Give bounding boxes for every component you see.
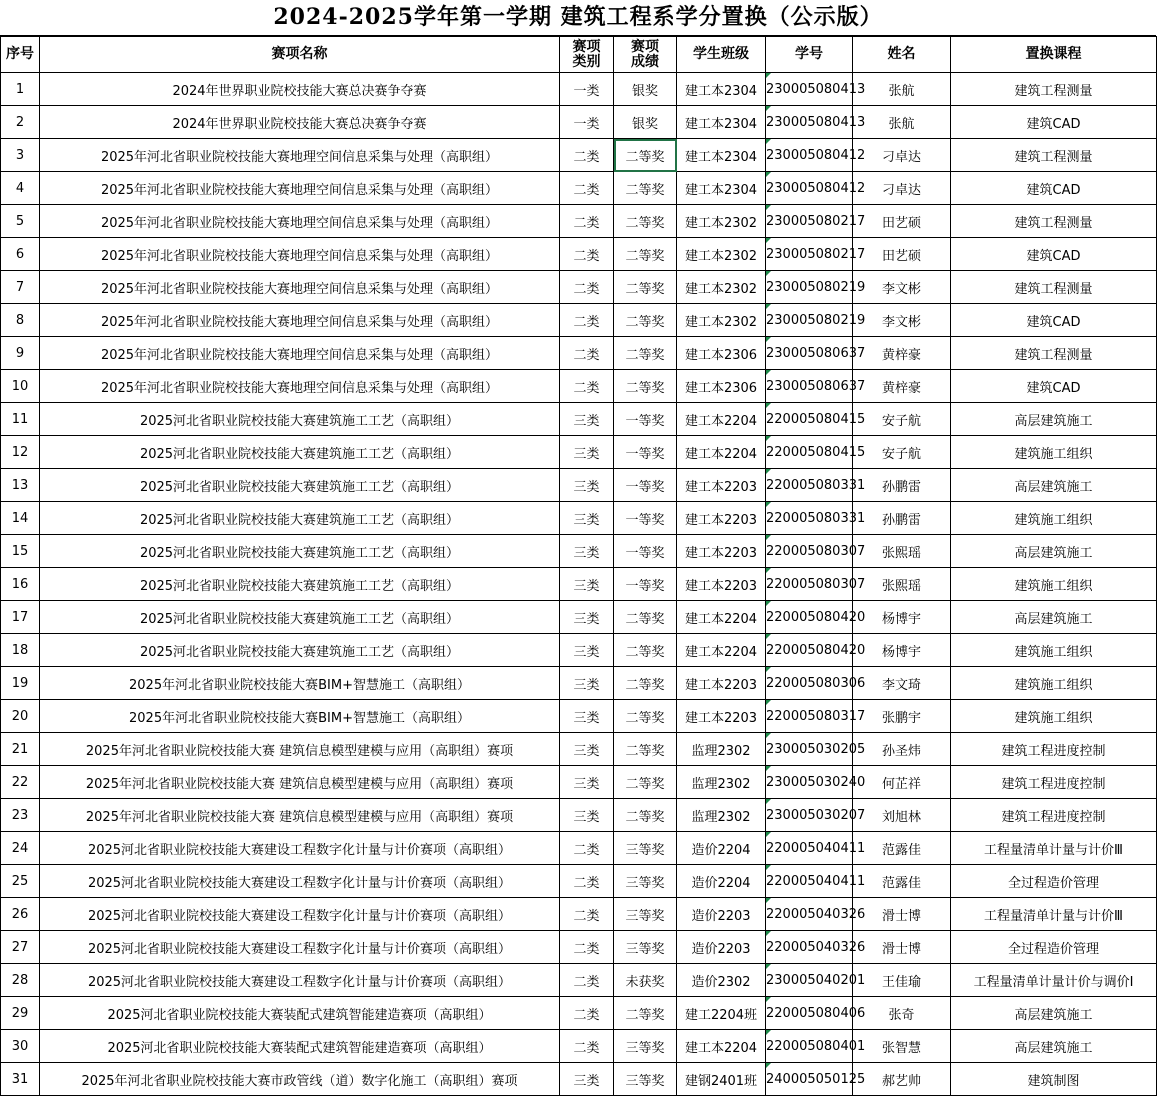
table-row (1, 304, 1157, 337)
header-student-id[interactable]: 学号 (766, 37, 853, 73)
cell-event[interactable]: 2025河北省职业院校技能大赛建筑施工工艺（高职组） (40, 436, 560, 469)
table-row (1, 766, 1157, 799)
cell-result[interactable]: 二等奖 (614, 700, 677, 733)
cell-event[interactable]: 2025年河北省职业院校技能大赛 建筑信息模型建模与应用（高职组）赛项 (40, 733, 560, 766)
cell-class[interactable]: 建工本2203 (677, 568, 766, 601)
cell-class[interactable]: 建工本2302 (677, 304, 766, 337)
cell-no[interactable]: 26 (1, 898, 40, 931)
cell-result[interactable]: 二等奖 (614, 997, 677, 1030)
cell-course[interactable]: 建筑工程测量 (951, 73, 1157, 106)
cell-course[interactable]: 建筑施工组织 (951, 568, 1157, 601)
cell-class[interactable]: 建钢2401班 (677, 1063, 766, 1096)
cell-student-id[interactable]: 220005080415 (766, 403, 853, 436)
cell-name[interactable]: 张鹏宇 (853, 700, 951, 733)
cell-no[interactable]: 21 (1, 733, 40, 766)
cell-no[interactable]: 30 (1, 1030, 40, 1063)
cell-event[interactable]: 2025河北省职业院校技能大赛建筑施工工艺（高职组） (40, 601, 560, 634)
table-row (1, 535, 1157, 568)
table-row (1, 667, 1157, 700)
cell-name[interactable]: 田艺硕 (853, 238, 951, 271)
cell-category[interactable]: 三类 (560, 634, 614, 667)
table-row (1, 469, 1157, 502)
cell-category[interactable]: 二类 (560, 370, 614, 403)
cell-no[interactable]: 7 (1, 271, 40, 304)
table-row (1, 964, 1157, 997)
cell-student-id[interactable]: 220005080317 (766, 700, 853, 733)
cell-name[interactable]: 刁卓达 (853, 139, 951, 172)
cell-name[interactable]: 何芷祥 (853, 766, 951, 799)
cell-no[interactable]: 1 (1, 73, 40, 106)
table-row (1, 634, 1157, 667)
cell-student-id[interactable]: 230005080412 (766, 139, 853, 172)
cell-name[interactable]: 刘旭林 (853, 799, 951, 832)
cell-name[interactable]: 张智慧 (853, 1030, 951, 1063)
cell-course[interactable]: 建筑工程进度控制 (951, 733, 1157, 766)
cell-result[interactable]: 一等奖 (614, 568, 677, 601)
cell-course[interactable]: 工程量清单计量与计价Ⅲ (951, 898, 1157, 931)
cell-category[interactable]: 二类 (560, 139, 614, 172)
cell-course[interactable]: 建筑CAD (951, 370, 1157, 403)
cell-course[interactable]: 建筑CAD (951, 304, 1157, 337)
cell-course[interactable]: 高层建筑施工 (951, 469, 1157, 502)
header-result-line2: 成绩 (631, 53, 659, 70)
cell-result[interactable]: 二等奖 (614, 370, 677, 403)
cell-class[interactable]: 建工本2203 (677, 502, 766, 535)
cell-class[interactable]: 造价2203 (677, 931, 766, 964)
cell-student-id[interactable]: 230005080217 (766, 205, 853, 238)
cell-class[interactable]: 建工本2203 (677, 469, 766, 502)
cell-name[interactable]: 张熙瑶 (853, 535, 951, 568)
cell-category[interactable]: 三类 (560, 535, 614, 568)
cell-event[interactable]: 2025河北省职业院校技能大赛建筑施工工艺（高职组） (40, 403, 560, 436)
cell-category[interactable]: 二类 (560, 964, 614, 997)
cell-student-id[interactable]: 230005080637 (766, 337, 853, 370)
cell-name[interactable]: 孙圣炜 (853, 733, 951, 766)
cell-class[interactable]: 建工本2204 (677, 436, 766, 469)
cell-no[interactable]: 23 (1, 799, 40, 832)
cell-event[interactable]: 2025年河北省职业院校技能大赛 建筑信息模型建模与应用（高职组）赛项 (40, 766, 560, 799)
cell-result[interactable]: 三等奖 (614, 1063, 677, 1096)
cell-name[interactable]: 田艺硕 (853, 205, 951, 238)
cell-course[interactable]: 建筑工程测量 (951, 337, 1157, 370)
cell-student-id[interactable]: 220005080307 (766, 568, 853, 601)
cell-student-id[interactable]: 220005040411 (766, 865, 853, 898)
cell-class[interactable]: 建工本2203 (677, 535, 766, 568)
cell-no[interactable]: 14 (1, 502, 40, 535)
cell-student-id[interactable]: 220005040411 (766, 832, 853, 865)
cell-event[interactable]: 2025年河北省职业院校技能大赛地理空间信息采集与处理（高职组） (40, 271, 560, 304)
cell-event[interactable]: 2024年世界职业院校技能大赛总决赛争夺赛 (40, 73, 560, 106)
table-row (1, 865, 1157, 898)
cell-no[interactable]: 29 (1, 997, 40, 1030)
table-row (1, 238, 1157, 271)
header-category-line1: 赛项 (572, 38, 601, 55)
cell-event[interactable]: 2024年世界职业院校技能大赛总决赛争夺赛 (40, 106, 560, 139)
header-event[interactable]: 赛项名称 (40, 37, 560, 73)
cell-category[interactable]: 二类 (560, 1030, 614, 1063)
cell-student-id[interactable]: 220005080306 (766, 667, 853, 700)
cell-class[interactable]: 建工本2204 (677, 634, 766, 667)
table-row (1, 832, 1157, 865)
table-row (1, 436, 1157, 469)
cell-name[interactable]: 滑士博 (853, 931, 951, 964)
cell-class[interactable]: 造价2204 (677, 865, 766, 898)
cell-name[interactable]: 刁卓达 (853, 172, 951, 205)
cell-category[interactable]: 二类 (560, 304, 614, 337)
cell-class[interactable]: 建工本2204 (677, 1030, 766, 1063)
cell-class[interactable]: 建工本2304 (677, 73, 766, 106)
cell-event[interactable]: 2025年河北省职业院校技能大赛地理空间信息采集与处理（高职组） (40, 139, 560, 172)
cell-category[interactable]: 二类 (560, 997, 614, 1030)
cell-course[interactable]: 建筑工程进度控制 (951, 766, 1157, 799)
header-result-line1: 赛项 (631, 38, 659, 55)
cell-name[interactable]: 张熙瑶 (853, 568, 951, 601)
cell-course[interactable]: 建筑施工组织 (951, 700, 1157, 733)
cell-no[interactable]: 6 (1, 238, 40, 271)
cell-no[interactable]: 4 (1, 172, 40, 205)
cell-event[interactable]: 2025河北省职业院校技能大赛装配式建筑智能建造赛项（高职组） (40, 1030, 560, 1063)
cell-student-id[interactable]: 220005080415 (766, 436, 853, 469)
cell-result[interactable]: 一等奖 (614, 502, 677, 535)
table-row (1, 1063, 1157, 1096)
cell-course[interactable]: 工程量清单计量计价与调价I (951, 964, 1157, 997)
header-no[interactable]: 序号 (1, 37, 40, 73)
cell-name[interactable]: 孙鹏雷 (853, 469, 951, 502)
cell-no[interactable]: 12 (1, 436, 40, 469)
cell-result[interactable]: 未获奖 (614, 964, 677, 997)
cell-category[interactable]: 二类 (560, 865, 614, 898)
cell-course[interactable]: 高层建筑施工 (951, 601, 1157, 634)
cell-student-id[interactable]: 220005080331 (766, 502, 853, 535)
cell-category[interactable]: 二类 (560, 172, 614, 205)
cell-course[interactable]: 建筑工程测量 (951, 139, 1157, 172)
cell-event[interactable]: 2025河北省职业院校技能大赛建设工程数字化计量与计价赛项（高职组） (40, 898, 560, 931)
sheet-title: 2024-2025学年第一学期 建筑工程系学分置换（公示版） (0, 0, 1156, 36)
cell-category[interactable]: 三类 (560, 799, 614, 832)
cell-category[interactable]: 二类 (560, 832, 614, 865)
cell-course[interactable]: 高层建筑施工 (951, 535, 1157, 568)
cell-class[interactable]: 建工本2302 (677, 205, 766, 238)
table-row (1, 931, 1157, 964)
table-row (1, 106, 1157, 139)
cell-category[interactable]: 一类 (560, 106, 614, 139)
cell-class[interactable]: 监理2302 (677, 733, 766, 766)
table-row (1, 73, 1157, 106)
table-row (1, 172, 1157, 205)
cell-student-id[interactable]: 230005040201 (766, 964, 853, 997)
cell-name[interactable]: 范露佳 (853, 865, 951, 898)
cell-result[interactable]: 二等奖 (614, 271, 677, 304)
cell-no[interactable]: 15 (1, 535, 40, 568)
cell-class[interactable]: 建工本2204 (677, 403, 766, 436)
cell-result[interactable]: 银奖 (614, 106, 677, 139)
cell-result[interactable]: 二等奖 (614, 601, 677, 634)
cell-name[interactable]: 李文琦 (853, 667, 951, 700)
table-row (1, 370, 1157, 403)
cell-course[interactable]: 建筑施工组织 (951, 634, 1157, 667)
cell-student-id[interactable]: 240005050125 (766, 1063, 853, 1096)
cell-name[interactable]: 李文彬 (853, 271, 951, 304)
cell-course[interactable]: 建筑CAD (951, 106, 1157, 139)
cell-result[interactable]: 一等奖 (614, 436, 677, 469)
table-row (1, 601, 1157, 634)
header-course[interactable]: 置换课程 (951, 37, 1157, 73)
cell-result[interactable]: 二等奖 (614, 205, 677, 238)
cell-course[interactable]: 建筑工程测量 (951, 271, 1157, 304)
table-row (1, 337, 1157, 370)
cell-result[interactable]: 三等奖 (614, 931, 677, 964)
cell-category[interactable]: 二类 (560, 931, 614, 964)
cell-name[interactable]: 张航 (853, 73, 951, 106)
cell-name[interactable]: 黄梓豪 (853, 370, 951, 403)
cell-result[interactable]: 三等奖 (614, 1030, 677, 1063)
table-row (1, 733, 1157, 766)
cell-course[interactable]: 高层建筑施工 (951, 403, 1157, 436)
cell-student-id[interactable]: 230005080413 (766, 106, 853, 139)
cell-category[interactable]: 三类 (560, 733, 614, 766)
header-name[interactable]: 姓名 (853, 37, 951, 73)
cell-no[interactable]: 3 (1, 139, 40, 172)
cell-no[interactable]: 22 (1, 766, 40, 799)
cell-event[interactable]: 2025年河北省职业院校技能大赛地理空间信息采集与处理（高职组） (40, 370, 560, 403)
cell-no[interactable]: 17 (1, 601, 40, 634)
cell-class[interactable]: 建工2204班 (677, 997, 766, 1030)
cell-category[interactable]: 三类 (560, 766, 614, 799)
cell-student-id[interactable]: 230005080219 (766, 271, 853, 304)
table-row (1, 799, 1157, 832)
header-class[interactable]: 学生班级 (677, 37, 766, 73)
cell-category[interactable]: 三类 (560, 403, 614, 436)
cell-category[interactable]: 一类 (560, 73, 614, 106)
table-row (1, 271, 1157, 304)
cell-result[interactable]: 三等奖 (614, 898, 677, 931)
cell-student-id[interactable]: 220005080331 (766, 469, 853, 502)
cell-event[interactable]: 2025年河北省职业院校技能大赛地理空间信息采集与处理（高职组） (40, 337, 560, 370)
cell-course[interactable]: 高层建筑施工 (951, 997, 1157, 1030)
cell-result[interactable]: 二等奖 (614, 172, 677, 205)
cell-event[interactable]: 2025河北省职业院校技能大赛建设工程数字化计量与计价赛项（高职组） (40, 832, 560, 865)
cell-category[interactable]: 二类 (560, 205, 614, 238)
cell-result[interactable]: 二等奖 (614, 304, 677, 337)
cell-name[interactable]: 张奇 (853, 997, 951, 1030)
cell-result[interactable]: 二等奖 (614, 766, 677, 799)
cell-result[interactable]: 三等奖 (614, 832, 677, 865)
cell-class[interactable]: 建工本2204 (677, 601, 766, 634)
cell-name[interactable]: 孙鹏雷 (853, 502, 951, 535)
cell-no[interactable]: 28 (1, 964, 40, 997)
cell-result[interactable]: 二等奖 (614, 799, 677, 832)
cell-student-id[interactable]: 230005030205 (766, 733, 853, 766)
cell-event[interactable]: 2025河北省职业院校技能大赛建筑施工工艺（高职组） (40, 634, 560, 667)
cell-event[interactable]: 2025年河北省职业院校技能大赛地理空间信息采集与处理（高职组） (40, 304, 560, 337)
cell-event[interactable]: 2025年河北省职业院校技能大赛地理空间信息采集与处理（高职组） (40, 238, 560, 271)
cell-result[interactable]: 二等奖 (614, 139, 677, 172)
cell-no[interactable]: 13 (1, 469, 40, 502)
cell-category[interactable]: 二类 (560, 337, 614, 370)
cell-result[interactable]: 二等奖 (614, 238, 677, 271)
header-row (1, 37, 1157, 73)
cell-event[interactable]: 2025年河北省职业院校技能大赛市政管线（道）数字化施工（高职组）赛项 (40, 1063, 560, 1096)
cell-event[interactable]: 2025年河北省职业院校技能大赛BIM+智慧施工（高职组） (40, 700, 560, 733)
cell-event[interactable]: 2025河北省职业院校技能大赛装配式建筑智能建造赛项（高职组） (40, 997, 560, 1030)
table-row (1, 1030, 1157, 1063)
cell-course[interactable]: 全过程造价管理 (951, 865, 1157, 898)
table-row (1, 568, 1157, 601)
cell-event[interactable]: 2025河北省职业院校技能大赛建筑施工工艺（高职组） (40, 502, 560, 535)
cell-no[interactable]: 8 (1, 304, 40, 337)
cell-no[interactable]: 5 (1, 205, 40, 238)
cell-no[interactable]: 9 (1, 337, 40, 370)
cell-name[interactable]: 安子航 (853, 436, 951, 469)
cell-student-id[interactable]: 230005080412 (766, 172, 853, 205)
cell-event[interactable]: 2025河北省职业院校技能大赛建设工程数字化计量与计价赛项（高职组） (40, 931, 560, 964)
cell-course[interactable]: 建筑施工组织 (951, 667, 1157, 700)
cell-class[interactable]: 造价2302 (677, 964, 766, 997)
cell-event[interactable]: 2025年河北省职业院校技能大赛地理空间信息采集与处理（高职组） (40, 172, 560, 205)
cell-name[interactable]: 范露佳 (853, 832, 951, 865)
cell-category[interactable]: 二类 (560, 271, 614, 304)
cell-class[interactable]: 建工本2306 (677, 337, 766, 370)
table-row (1, 898, 1157, 931)
cell-class[interactable]: 监理2302 (677, 766, 766, 799)
cell-no[interactable]: 31 (1, 1063, 40, 1096)
header-category-line2: 类别 (572, 53, 601, 70)
cell-name[interactable]: 黄梓豪 (853, 337, 951, 370)
cell-category[interactable]: 三类 (560, 601, 614, 634)
cell-event[interactable]: 2025河北省职业院校技能大赛建设工程数字化计量与计价赛项（高职组） (40, 964, 560, 997)
cell-event[interactable]: 2025年河北省职业院校技能大赛 建筑信息模型建模与应用（高职组）赛项 (40, 799, 560, 832)
cell-course[interactable]: 建筑施工组织 (951, 436, 1157, 469)
cell-course[interactable]: 建筑工程测量 (951, 205, 1157, 238)
cell-course[interactable]: 建筑施工组织 (951, 502, 1157, 535)
cell-student-id[interactable]: 230005080637 (766, 370, 853, 403)
cell-event[interactable]: 2025河北省职业院校技能大赛建筑施工工艺（高职组） (40, 469, 560, 502)
cell-no[interactable]: 11 (1, 403, 40, 436)
cell-category[interactable]: 三类 (560, 469, 614, 502)
cell-result[interactable]: 二等奖 (614, 667, 677, 700)
cell-class[interactable]: 建工本2304 (677, 106, 766, 139)
cell-class[interactable]: 建工本2304 (677, 139, 766, 172)
cell-student-id[interactable]: 220005080406 (766, 997, 853, 1030)
cell-category[interactable]: 三类 (560, 700, 614, 733)
cell-event[interactable]: 2025年河北省职业院校技能大赛地理空间信息采集与处理（高职组） (40, 205, 560, 238)
cell-no[interactable]: 25 (1, 865, 40, 898)
table-row (1, 403, 1157, 436)
table-row (1, 139, 1157, 172)
cell-class[interactable]: 监理2302 (677, 799, 766, 832)
cell-name[interactable]: 李文彬 (853, 304, 951, 337)
cell-class[interactable]: 建工本2203 (677, 667, 766, 700)
cell-class[interactable]: 造价2203 (677, 898, 766, 931)
table-body (1, 73, 1157, 1096)
cell-category[interactable]: 二类 (560, 238, 614, 271)
cell-name[interactable]: 张航 (853, 106, 951, 139)
cell-result[interactable]: 一等奖 (614, 403, 677, 436)
cell-no[interactable]: 19 (1, 667, 40, 700)
cell-category[interactable]: 三类 (560, 667, 614, 700)
cell-student-id[interactable]: 220005080420 (766, 634, 853, 667)
cell-result[interactable]: 三等奖 (614, 865, 677, 898)
cell-result[interactable]: 二等奖 (614, 634, 677, 667)
cell-no[interactable]: 10 (1, 370, 40, 403)
cell-name[interactable]: 安子航 (853, 403, 951, 436)
cell-category[interactable]: 三类 (560, 1063, 614, 1096)
cell-result[interactable]: 二等奖 (614, 337, 677, 370)
cell-no[interactable]: 2 (1, 106, 40, 139)
table-row (1, 205, 1157, 238)
cell-event[interactable]: 2025河北省职业院校技能大赛建设工程数字化计量与计价赛项（高职组） (40, 865, 560, 898)
table-row (1, 700, 1157, 733)
cell-category[interactable]: 三类 (560, 436, 614, 469)
cell-no[interactable]: 24 (1, 832, 40, 865)
cell-class[interactable]: 建工本2302 (677, 238, 766, 271)
table-row (1, 502, 1157, 535)
cell-name[interactable]: 王佳瑜 (853, 964, 951, 997)
cell-student-id[interactable]: 230005080413 (766, 73, 853, 106)
cell-student-id[interactable]: 220005080401 (766, 1030, 853, 1063)
cell-result[interactable]: 银奖 (614, 73, 677, 106)
cell-category[interactable]: 三类 (560, 568, 614, 601)
cell-name[interactable]: 杨博宇 (853, 601, 951, 634)
cell-course[interactable]: 建筑制图 (951, 1063, 1157, 1096)
cell-no[interactable]: 27 (1, 931, 40, 964)
cell-student-id[interactable]: 220005040326 (766, 931, 853, 964)
cell-no[interactable]: 20 (1, 700, 40, 733)
cell-student-id[interactable]: 230005080217 (766, 238, 853, 271)
cell-name[interactable]: 滑士博 (853, 898, 951, 931)
cell-course[interactable]: 高层建筑施工 (951, 1030, 1157, 1063)
cell-event[interactable]: 2025年河北省职业院校技能大赛BIM+智慧施工（高职组） (40, 667, 560, 700)
cell-course[interactable]: 建筑CAD (951, 172, 1157, 205)
cell-class[interactable]: 建工本2302 (677, 271, 766, 304)
cell-category[interactable]: 二类 (560, 898, 614, 931)
cell-class[interactable]: 建工本2306 (677, 370, 766, 403)
cell-course[interactable]: 建筑CAD (951, 238, 1157, 271)
cell-result[interactable]: 一等奖 (614, 535, 677, 568)
cell-name[interactable]: 郝艺帅 (853, 1063, 951, 1096)
cell-student-id[interactable]: 220005080420 (766, 601, 853, 634)
table-row (1, 997, 1157, 1030)
cell-no[interactable]: 16 (1, 568, 40, 601)
cell-course[interactable]: 建筑工程进度控制 (951, 799, 1157, 832)
cell-class[interactable]: 建工本2304 (677, 172, 766, 205)
cell-category[interactable]: 三类 (560, 502, 614, 535)
cell-student-id[interactable]: 230005080219 (766, 304, 853, 337)
cell-student-id[interactable]: 220005080307 (766, 535, 853, 568)
header-result[interactable] (614, 37, 677, 73)
cell-no[interactable]: 18 (1, 634, 40, 667)
cell-student-id[interactable]: 230005030207 (766, 799, 853, 832)
cell-event[interactable]: 2025河北省职业院校技能大赛建筑施工工艺（高职组） (40, 535, 560, 568)
cell-student-id[interactable]: 230005030240 (766, 766, 853, 799)
cell-class[interactable]: 造价2204 (677, 832, 766, 865)
credit-replacement-table (0, 36, 1157, 1096)
cell-result[interactable]: 一等奖 (614, 469, 677, 502)
cell-name[interactable]: 杨博宇 (853, 634, 951, 667)
cell-class[interactable]: 建工本2203 (677, 700, 766, 733)
cell-event[interactable]: 2025河北省职业院校技能大赛建筑施工工艺（高职组） (40, 568, 560, 601)
cell-course[interactable]: 全过程造价管理 (951, 931, 1157, 964)
cell-student-id[interactable]: 220005040326 (766, 898, 853, 931)
header-category[interactable] (560, 37, 614, 73)
cell-result[interactable]: 二等奖 (614, 733, 677, 766)
cell-course[interactable]: 工程量清单计量与计价Ⅲ (951, 832, 1157, 865)
